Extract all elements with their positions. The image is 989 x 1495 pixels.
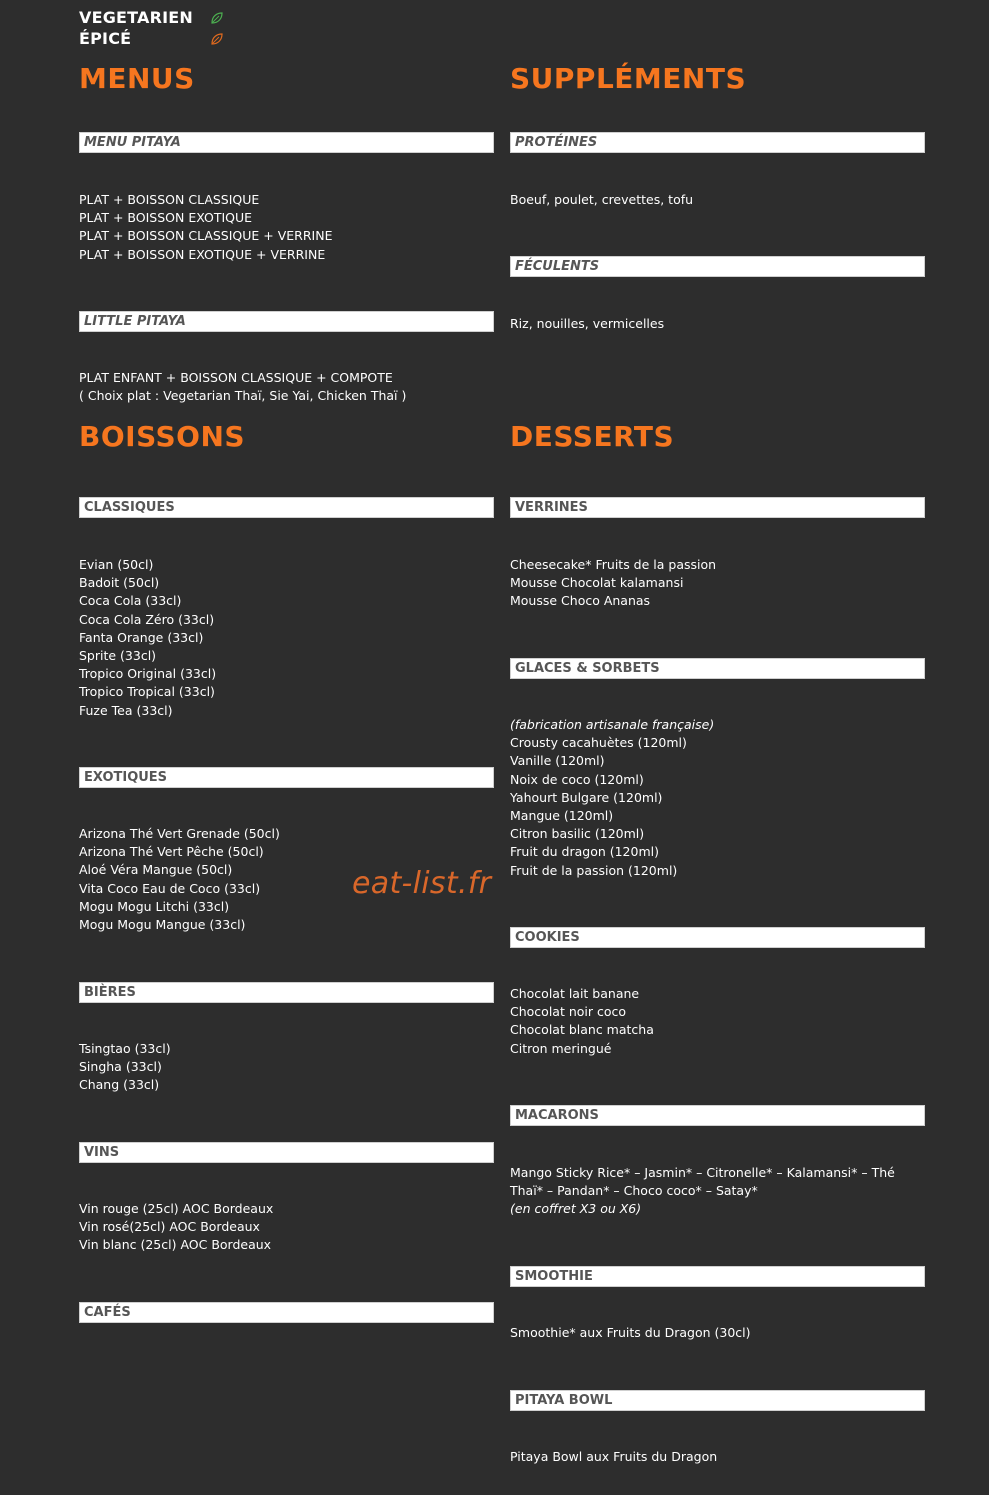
list-item: Crousty cacahuètes (120ml)	[510, 735, 687, 751]
feculents-header: FÉCULENTS	[510, 256, 925, 277]
list-item: Smoothie* aux Fruits du Dragon (30cl)	[510, 1325, 751, 1340]
vins-header: VINS	[79, 1142, 494, 1163]
list-item: PLAT + BOISSON EXOTIQUE + VERRINE	[79, 246, 326, 262]
exotiques-list	[79, 825, 280, 934]
little-pitaya-list	[79, 369, 406, 405]
watermark: eat-list.fr	[352, 866, 492, 901]
list-item: Chang (33cl)	[79, 1077, 160, 1093]
smoothie-header: SMOOTHIE	[510, 1266, 925, 1287]
cookies-list	[510, 985, 654, 1058]
list-item: Coca Cola (33cl)	[79, 593, 182, 609]
proteines-list	[510, 191, 693, 209]
vins-list	[79, 1200, 273, 1255]
pitaya-bowl-header: PITAYA BOWL	[510, 1390, 925, 1411]
bieres-header: BIÈRES	[79, 982, 494, 1003]
list-item: PLAT + BOISSON EXOTIQUE	[79, 210, 253, 226]
bieres-list	[79, 1040, 171, 1095]
list-item: Vanille (120ml)	[510, 753, 605, 769]
list-item: Mango Sticky Rice* – Jasmin* – Citronelle* – Kalamansi* – Thé Thaï* – Pandan* – Choco coco* – Satay*	[510, 1165, 895, 1199]
list-item: Fanta Orange (33cl)	[79, 629, 204, 645]
verrines-header: VERRINES	[510, 497, 925, 518]
list-item: ( Choix plat : Vegetarian Thaï, Sie Yai, Chicken Thaï )	[79, 388, 407, 404]
supplements-title: SUPPLÉMENTS	[510, 62, 747, 95]
exotiques-header: EXOTIQUES	[79, 767, 494, 788]
little-pitaya-header: LITTLE PITAYA	[79, 311, 494, 332]
classiques-list	[79, 556, 216, 720]
legend-vegetarian	[79, 7, 224, 28]
list-item: Tropico Original (33cl)	[79, 666, 217, 682]
list-item: Cheesecake* Fruits de la passion	[510, 557, 717, 572]
list-item: PLAT + BOISSON CLASSIQUE + VERRINE	[79, 228, 333, 244]
list-item: Mousse Chocolat kalamansi	[510, 575, 684, 591]
verrines-list	[510, 556, 716, 611]
list-item: Riz, nouilles, vermicelles	[510, 316, 665, 331]
pitaya-bowl-list	[510, 1448, 717, 1466]
menu-pitaya-header: MENU PITAYA	[79, 132, 494, 153]
list-item: Citron meringué	[510, 1040, 612, 1056]
list-item: Vin rosé(25cl) AOC Bordeaux	[79, 1219, 260, 1235]
chili-leaf-icon	[210, 32, 224, 46]
legend	[79, 7, 224, 49]
list-item: Sprite (33cl)	[79, 647, 157, 663]
cookies-header: COOKIES	[510, 927, 925, 948]
list-item: Arizona Thé Vert Pêche (50cl)	[79, 844, 264, 860]
list-item: Chocolat lait banane	[510, 986, 640, 1001]
list-item: Fruit du dragon (120ml)	[510, 844, 659, 860]
smoothie-list	[510, 1324, 751, 1342]
list-item: Fruit de la passion (120ml)	[510, 862, 678, 878]
legend-spicy-label: ÉPICÉ	[79, 29, 132, 48]
list-item: Chocolat noir coco	[510, 1004, 627, 1020]
desserts-title: DESSERTS	[510, 420, 675, 453]
list-item: Yahourt Bulgare (120ml)	[510, 789, 663, 805]
list-item: Citron basilic (120ml)	[510, 826, 645, 842]
macarons-list	[510, 1164, 925, 1219]
list-item: Aloé Véra Mangue (50cl)	[79, 862, 233, 878]
list-item: Singha (33cl)	[79, 1059, 162, 1075]
glaces-note: (fabrication artisanale française)	[510, 717, 715, 732]
list-item: Vita Coco Eau de Coco (33cl)	[79, 880, 261, 896]
legend-spicy	[79, 28, 224, 49]
proteines-header: PROTÉINES	[510, 132, 925, 153]
boissons-title: BOISSONS	[79, 420, 246, 453]
list-item: Tropico Tropical (33cl)	[79, 684, 215, 700]
legend-vegetarian-label: VEGETARIEN	[79, 8, 194, 27]
feculents-list	[510, 315, 664, 333]
list-item: Noix de coco (120ml)	[510, 771, 644, 787]
list-item: Badoit (50cl)	[79, 575, 160, 591]
list-item: Chocolat blanc matcha	[510, 1022, 654, 1038]
menu-pitaya-list	[79, 191, 333, 264]
list-item: Evian (50cl)	[79, 557, 154, 572]
list-item: Vin blanc (25cl) AOC Bordeaux	[79, 1237, 272, 1253]
list-item: Arizona Thé Vert Grenade (50cl)	[79, 826, 280, 841]
macarons-note: (en coffret X3 ou X6)	[510, 1201, 642, 1217]
list-item: Pitaya Bowl aux Fruits du Dragon	[510, 1449, 718, 1464]
list-item: Tsingtao (33cl)	[79, 1041, 171, 1056]
macarons-header: MACARONS	[510, 1105, 925, 1126]
list-item: PLAT ENFANT + BOISSON CLASSIQUE + COMPOTE	[79, 370, 393, 385]
cafes-header: CAFÉS	[79, 1302, 494, 1323]
leaf-icon	[210, 11, 224, 25]
list-item: Vin rouge (25cl) AOC Bordeaux	[79, 1201, 274, 1216]
list-item: Mogu Mogu Litchi (33cl)	[79, 898, 230, 914]
list-item: Mogu Mogu Mangue (33cl)	[79, 916, 246, 932]
list-item: Boeuf, poulet, crevettes, tofu	[510, 192, 694, 207]
glaces-header: GLACES & SORBETS	[510, 658, 925, 679]
list-item: PLAT + BOISSON CLASSIQUE	[79, 192, 260, 207]
list-item: Mousse Choco Ananas	[510, 593, 651, 609]
classiques-header: CLASSIQUES	[79, 497, 494, 518]
menus-title: MENUS	[79, 62, 195, 95]
list-item: Fuze Tea (33cl)	[79, 702, 173, 718]
glaces-list	[510, 716, 714, 880]
list-item: Mangue (120ml)	[510, 807, 614, 823]
list-item: Coca Cola Zéro (33cl)	[79, 611, 215, 627]
